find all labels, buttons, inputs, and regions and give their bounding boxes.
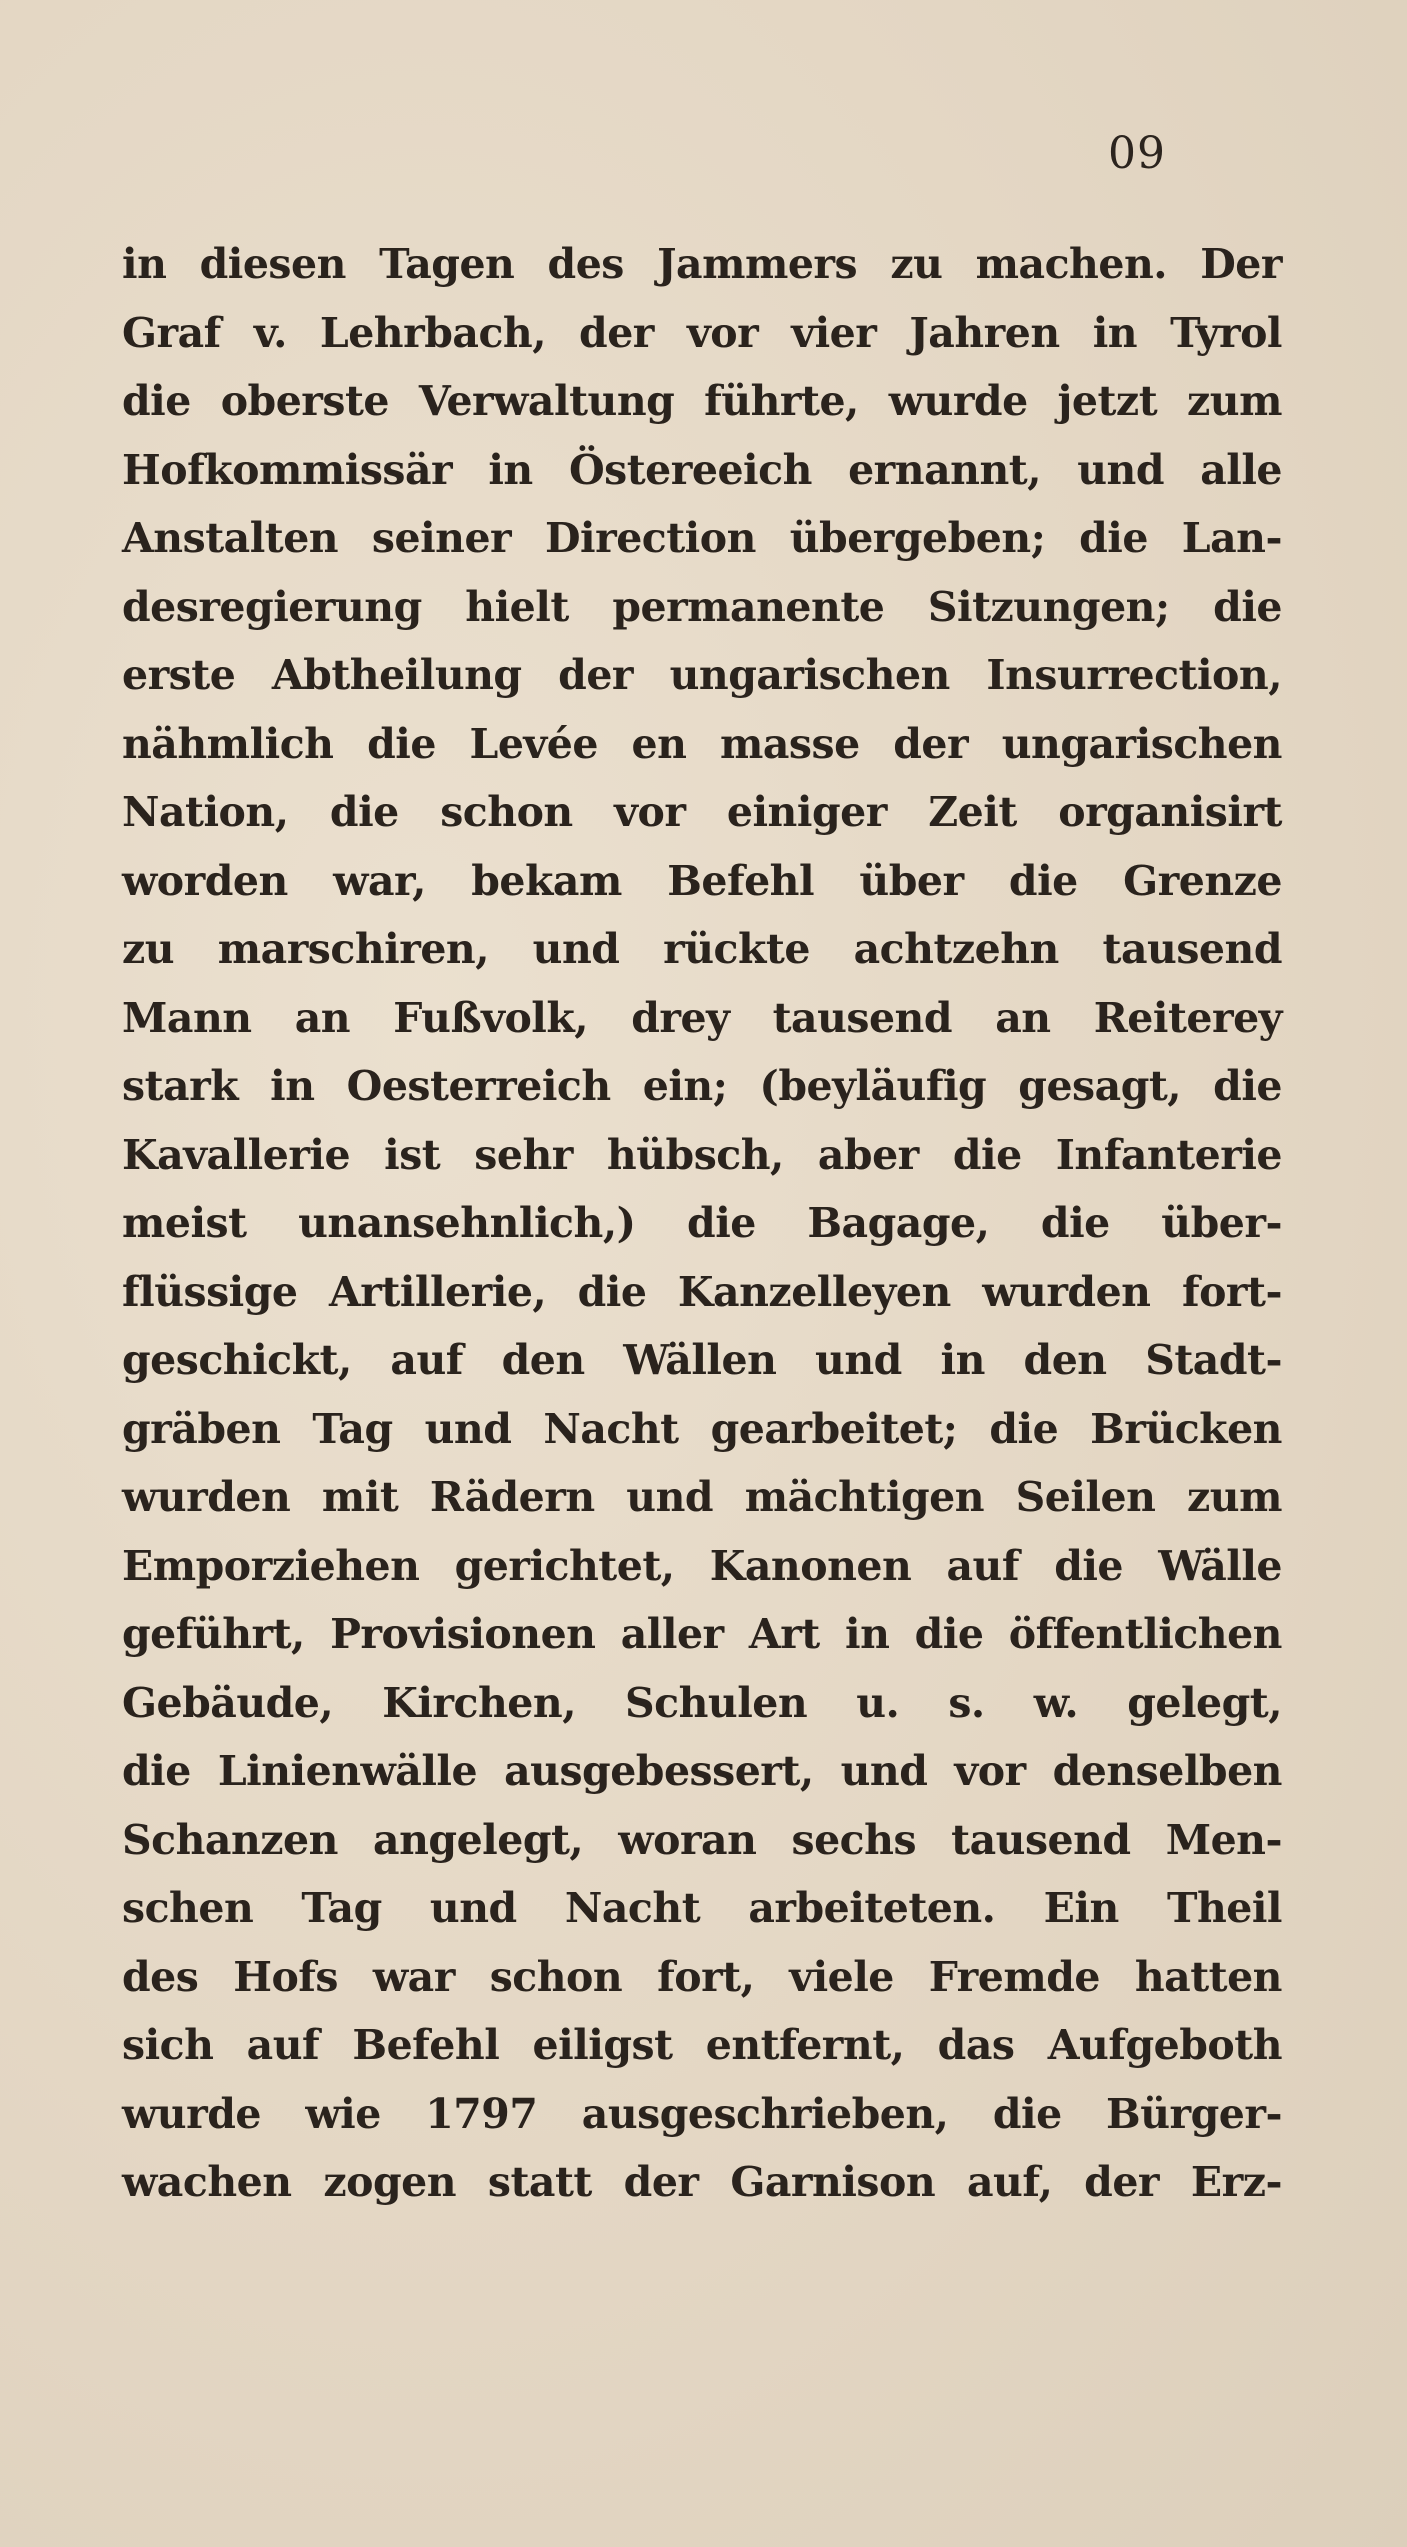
text-line: sich auf Befehl eiligst entfernt, das Aufgeboth — [122, 2021, 1282, 2069]
text-line: flüssige Artillerie, die Kanzelleyen wurden fort- — [122, 1267, 1282, 1316]
text-line: des Hofs war schon fort, viele Fremde hatten — [122, 1952, 1282, 2001]
text-line: erste Abtheilung der ungarischen Insurrection, — [122, 651, 1282, 699]
text-line: meist unansehnlich,) die Bagage, die über- — [122, 1199, 1282, 1247]
text-line: Schanzen angelegt, woran sechs tausend Men- — [122, 1815, 1282, 1864]
text-line: die Linienwälle ausgebessert, und vor denselben — [122, 1747, 1282, 1795]
text-line: worden war, bekam Befehl über die Grenze — [122, 856, 1282, 905]
text-line: zu marschiren, und rückte achtzehn tausend — [122, 925, 1282, 973]
text-line: desregierung hielt permanente Sitzungen; die — [122, 582, 1282, 631]
text-line: geschickt, auf den Wällen und in den Stadt- — [122, 1336, 1282, 1384]
text-line: gräben Tag und Nacht gearbeitet; die Brücken — [122, 1404, 1282, 1453]
text-line: wachen zogen statt der Garnison auf, der Erz- — [122, 2158, 1282, 2206]
text-line: geführt, Provisionen aller Art in die öffentlichen — [122, 1610, 1282, 1658]
text-line: Emporziehen gerichtet, Kanonen auf die Wälle — [122, 1541, 1282, 1590]
text-line: Graf v. Lehrbach, der vor vier Jahren in Tyrol — [122, 308, 1282, 357]
body-text — [122, 240, 1282, 2227]
text-line: Gebäude, Kirchen, Schulen u. s. w. gelegt, — [122, 1678, 1282, 1727]
page-number: 09 — [1108, 128, 1166, 179]
text-line: Hofkommissär in Östereeich ernannt, und alle — [122, 445, 1282, 494]
text-line: stark in Oesterreich ein; (beyläufig gesagt, die — [122, 1062, 1282, 1110]
text-line: Anstalten seiner Direction übergeben; die Lan- — [122, 514, 1282, 562]
text-line: Mann an Fußvolk, drey tausend an Reiterey — [122, 993, 1282, 1042]
text-line: Nation, die schon vor einiger Zeit organisirt — [122, 788, 1282, 836]
text-line: Kavallerie ist sehr hübsch, aber die Infanterie — [122, 1130, 1282, 1179]
text-line: in diesen Tagen des Jammers zu machen. Der — [122, 240, 1282, 288]
text-line: wurde wie 1797 ausgeschrieben, die Bürger- — [122, 2089, 1282, 2138]
text-line: nähmlich die Levée en masse der ungarischen — [122, 719, 1282, 768]
text-line: wurden mit Rädern und mächtigen Seilen zum — [122, 1473, 1282, 1521]
text-line: schen Tag und Nacht arbeiteten. Ein Theil — [122, 1884, 1282, 1932]
text-line: die oberste Verwaltung führte, wurde jetzt zum — [122, 377, 1282, 425]
